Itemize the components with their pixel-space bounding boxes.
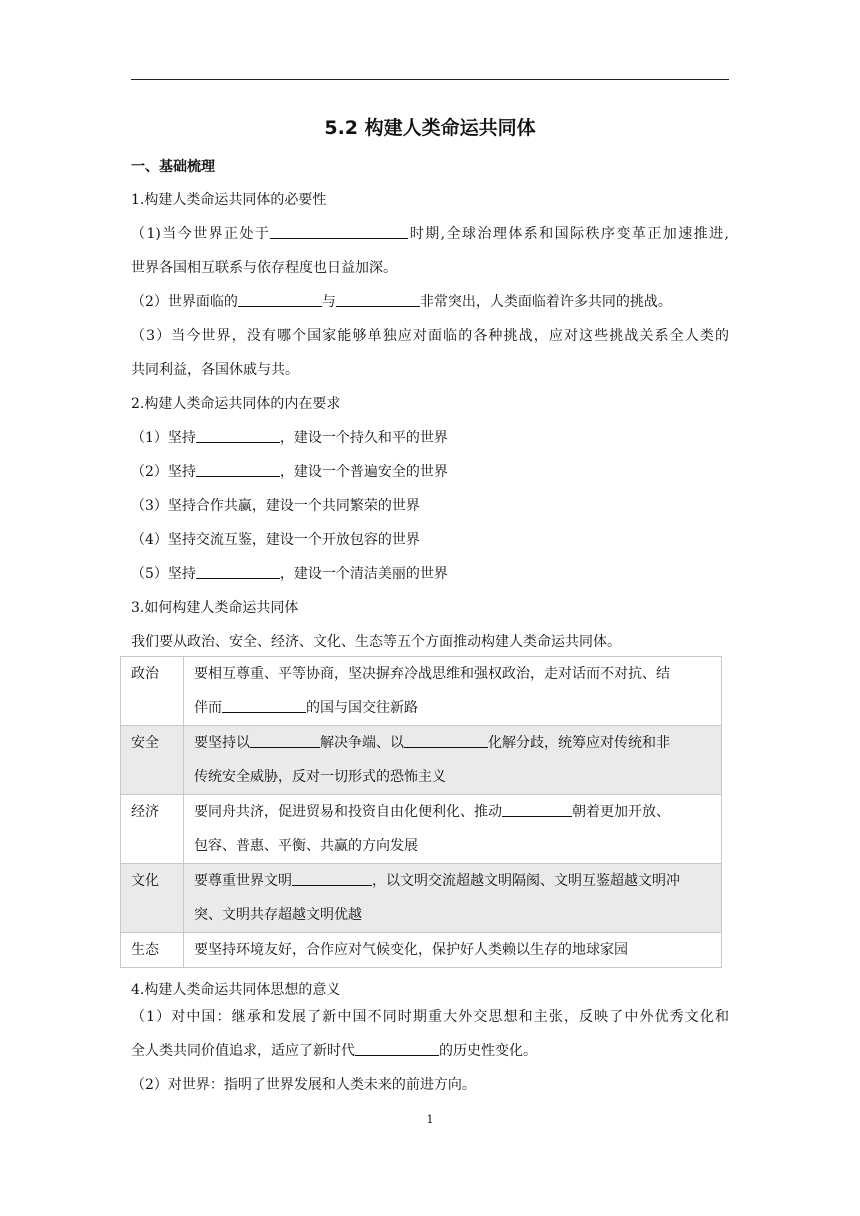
table-row bbox=[121, 933, 722, 968]
row-label: 政治 bbox=[121, 657, 184, 726]
page-title: 5.2 构建人类命运共同体 bbox=[324, 117, 536, 139]
paragraph-1-1-cont: 世界各国相互联系与依存程度也日益加深。 bbox=[131, 260, 397, 276]
row-label: 经济 bbox=[121, 795, 184, 864]
paragraph-1-1: （1)当今世界正处于 时期,全球治理体系和国际秩序变革正加速推进, bbox=[131, 226, 729, 242]
fill-blank bbox=[238, 292, 322, 307]
fill-blank bbox=[250, 733, 320, 748]
header-rule bbox=[131, 79, 729, 80]
list-item: （4）坚持交流互鉴，建设一个开放包容的世界 bbox=[131, 532, 420, 548]
page-number: 1 bbox=[426, 1113, 434, 1126]
row-content: 要尊重世界文明 ，以文明交流超越文明隔阂、文明互鉴超越文明冲 突、文明共存超越文明优越 bbox=[184, 864, 722, 933]
table-row bbox=[121, 864, 722, 933]
fill-blank bbox=[336, 292, 420, 307]
subheading-significance: 4.构建人类命运共同体思想的意义 bbox=[131, 982, 341, 998]
fill-blank bbox=[502, 802, 572, 817]
fill-blank bbox=[196, 428, 280, 443]
table-row bbox=[121, 657, 722, 726]
fill-blank bbox=[270, 224, 408, 239]
paragraph-3-intro: 我们要从政治、安全、经济、文化、生态等五个方面推动构建人类命运共同体。 bbox=[131, 634, 621, 650]
section-heading: 一、基础梳理 bbox=[131, 159, 215, 175]
row-label: 生态 bbox=[121, 933, 184, 968]
fill-blank bbox=[404, 733, 488, 748]
paragraph-4-1: （1）对中国：继承和发展了新中国不同时期重大外交思想和主张，反映了中外优秀文化和 bbox=[131, 1009, 729, 1025]
list-item: （5）坚持 ，建设一个清洁美丽的世界 bbox=[131, 566, 448, 582]
row-label: 安全 bbox=[121, 726, 184, 795]
row-label: 文化 bbox=[121, 864, 184, 933]
paragraph-1-3: （3）当今世界，没有哪个国家能够单独应对面临的各种挑战，应对这些挑战关系全人类的 bbox=[131, 328, 729, 344]
paragraph-1-2: （2）世界面临的 与 非常突出，人类面临着许多共同的挑战。 bbox=[131, 294, 672, 310]
paragraph-1-3-cont: 共同利益，各国休戚与共。 bbox=[131, 362, 299, 378]
fill-blank bbox=[196, 462, 280, 477]
subheading-how: 3.如何构建人类命运共同体 bbox=[131, 600, 299, 616]
list-item: （3）坚持合作共赢，建设一个共同繁荣的世界 bbox=[131, 498, 420, 514]
paragraph-4-1-cont: 全人类共同价值追求，适应了新时代 的历史性变化。 bbox=[131, 1043, 537, 1059]
list-item: （1）坚持 ，建设一个持久和平的世界 bbox=[131, 430, 448, 446]
subheading-requirements: 2.构建人类命运共同体的内在要求 bbox=[131, 396, 341, 412]
row-content: 要同舟共济，促进贸易和投资自由化便利化、推动 朝着更加开放、 包容、普惠、平衡、共赢的方向发展 bbox=[184, 795, 722, 864]
fill-blank bbox=[196, 564, 280, 579]
paragraph-4-2: （2）对世界：指明了世界发展和人类未来的前进方向。 bbox=[131, 1077, 476, 1093]
row-content: 要相互尊重、平等协商，坚决摒弃冷战思维和强权政治，走对话而不对抗、结 伴而 的国与国交往新路 bbox=[184, 657, 722, 726]
row-content: 要坚持以 解决争端、以 化解分歧，统筹应对传统和非 传统安全威胁，反对一切形式的恐怖主义 bbox=[184, 726, 722, 795]
fill-blank bbox=[355, 1041, 439, 1056]
subheading-necessity: 1.构建人类命运共同体的必要性 bbox=[131, 192, 327, 208]
row-content: 要坚持环境友好，合作应对气候变化，保护好人类赖以生存的地球家园 bbox=[184, 933, 722, 968]
aspects-table bbox=[120, 656, 722, 968]
list-item: （2）坚持 ，建设一个普遍安全的世界 bbox=[131, 464, 448, 480]
fill-blank bbox=[222, 698, 306, 713]
table-row bbox=[121, 726, 722, 795]
table-row bbox=[121, 795, 722, 864]
fill-blank bbox=[292, 871, 372, 886]
